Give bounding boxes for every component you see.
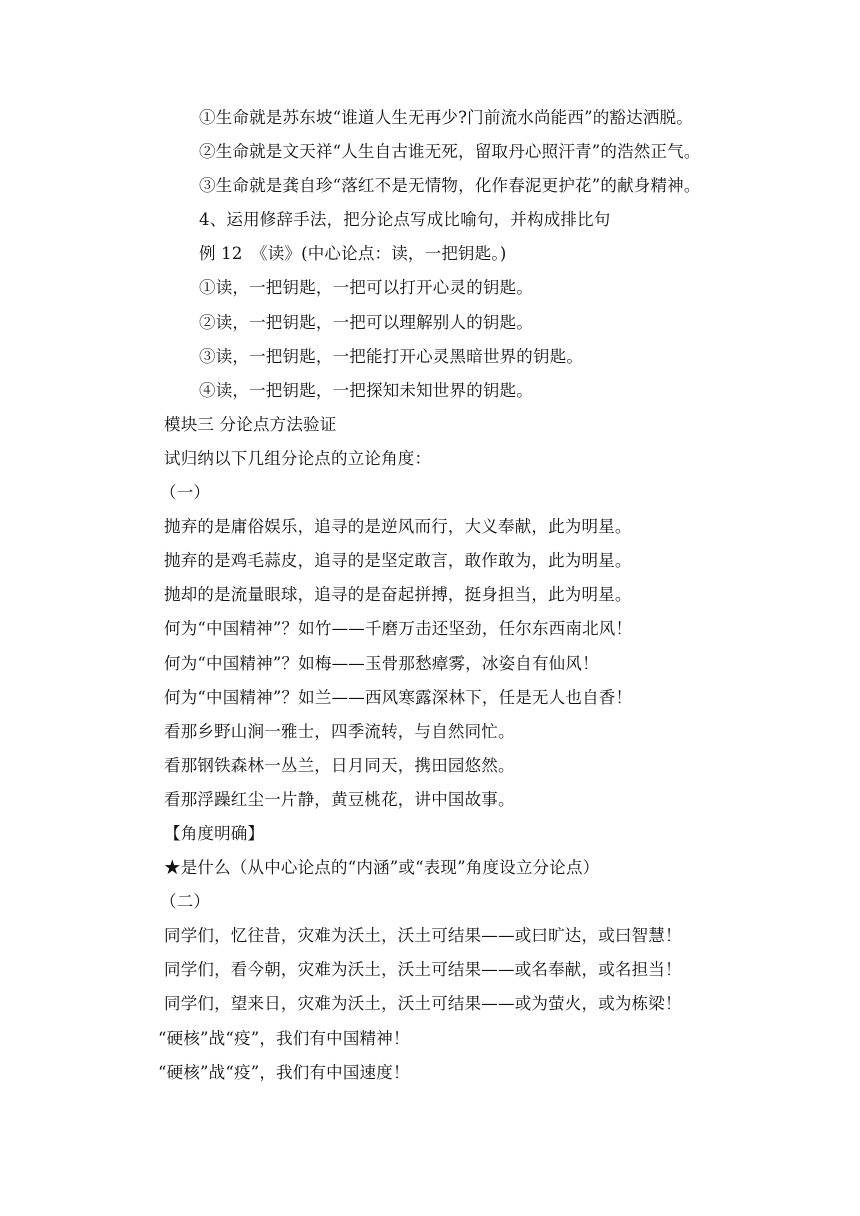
- group-one-line-5: 何为“中国精神”？如梅——玉骨那愁瘴雾，冰姿自有仙风！: [164, 653, 599, 673]
- group-one-line-2: 抛弃的是鸡毛蒜皮，追寻的是坚定敢言，敢作敢为，此为明星。: [164, 551, 632, 571]
- group-one-line-6: 何为“中国精神”？如兰——西风寒露深林下，任是无人也自香！: [164, 687, 633, 707]
- example-line-3: ③生命就是龚自珍“落红不是无情物，化作春泥更护花”的献身精神。: [199, 176, 701, 196]
- method-heading-4: 4、运用修辞手法，把分论点写成比喻句，并构成排比句: [199, 210, 611, 230]
- document-body: [158, 101, 784, 1090]
- example-line-1: ①生命就是苏东坡“谁道人生无再少?门前流水尚能西”的豁达洒脱。: [199, 108, 693, 127]
- read-line-1: ①读，一把钥匙，一把可以打开心灵的钥匙。: [199, 278, 533, 298]
- group-one-label: （一）: [160, 483, 211, 503]
- angle-clear-heading: 【角度明确】: [164, 823, 265, 843]
- group-one-line-7: 看那乡野山涧一雅士，四季流转，与自然同忙。: [164, 721, 515, 741]
- read-line-3: ③读，一把钥匙，一把能打开心灵黑暗世界的钥匙。: [199, 346, 584, 366]
- group-two-line-1: 同学们，忆往昔，灾难为沃土，沃土可结果——或曰旷达，或曰智慧！: [164, 926, 682, 946]
- what-is-note: ★是什么（从中心论点的“内涵”或“表现”角度设立分论点）: [164, 858, 600, 878]
- group-two-line-5: “硬核”战“疫”，我们有中国速度！: [158, 1062, 410, 1082]
- group-one-line-3: 抛却的是流量眼球，追寻的是奋起拼搏，挺身担当，此为明星。: [164, 585, 632, 605]
- group-one-line-4: 何为“中国精神”？如竹——千磨万击还坚劲，任尔东西南北风！: [164, 619, 633, 639]
- example-12-title: 例 12 《读》(中心论点：读，一把钥匙。): [199, 244, 507, 264]
- group-two-line-3: 同学们，望来日，灾难为沃土，沃土可结果——或为萤火，或为栋梁！: [164, 994, 682, 1014]
- group-two-label: （二）: [160, 892, 211, 912]
- group-two-line-4: “硬核”战“疫”，我们有中国精神！: [158, 1028, 410, 1048]
- example-line-2: ②生命就是文天祥“人生自古谁无死，留取丹心照汗青”的浩然正气。: [199, 142, 701, 162]
- exercise-instruction: 试归纳以下几组分论点的立论角度：: [164, 448, 432, 468]
- group-two-line-2: 同学们，看今朝，灾难为沃土，沃土可结果——或名奉献，或名担当！: [164, 960, 682, 980]
- group-one-line-9: 看那浮躁红尘一片静，黄豆桃花，讲中国故事。: [164, 789, 515, 809]
- module-three-heading: 模块三 分论点方法验证: [164, 414, 337, 434]
- read-line-4: ④读，一把钥匙，一把探知未知世界的钥匙。: [199, 380, 533, 400]
- group-one-line-8: 看那钢铁森林一丛兰，日月同天，携田园悠然。: [164, 755, 515, 775]
- group-one-line-1: 抛弃的是庸俗娱乐，追寻的是逆风而行，大义奉献，此为明星。: [164, 517, 632, 537]
- read-line-2: ②读，一把钥匙，一把可以理解别人的钥匙。: [199, 312, 533, 332]
